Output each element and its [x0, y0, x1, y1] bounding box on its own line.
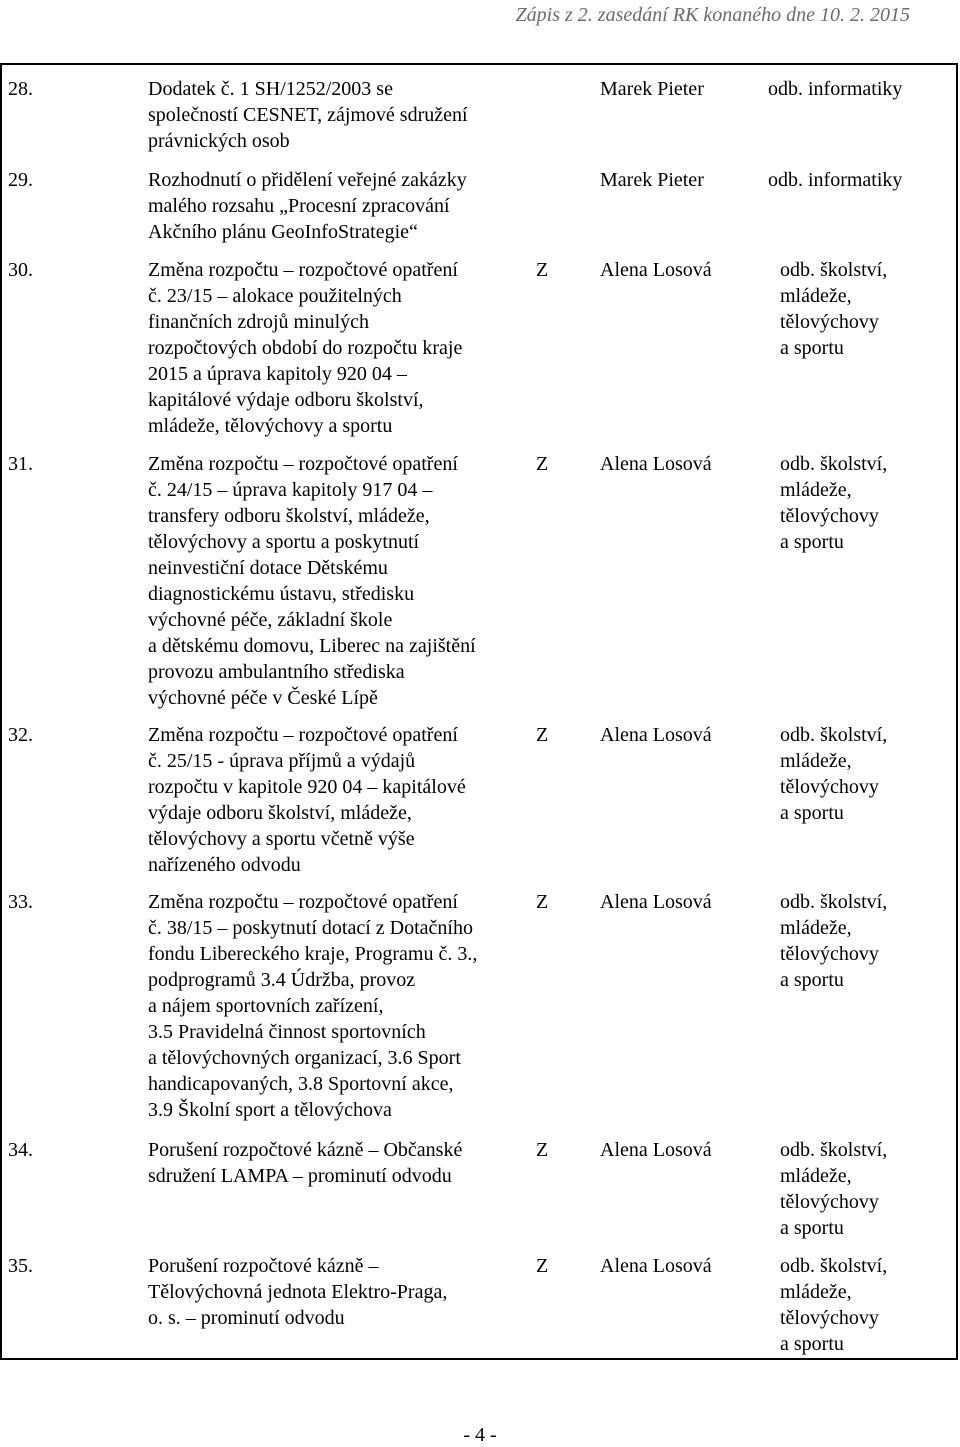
item-subject: [148, 722, 528, 878]
department-line: tělovýchovy: [780, 1307, 879, 1329]
subject-line: provozu ambulantního střediska: [148, 661, 405, 683]
item-number: 34.: [8, 1139, 33, 1161]
item-flag: Z: [536, 259, 549, 281]
subject-line: Změna rozpočtu – rozpočtové opatření: [148, 891, 458, 913]
subject-line: transfery odboru školství, mládeže,: [148, 505, 430, 527]
department-line: tělovýchovy: [780, 776, 879, 798]
department-line: a sportu: [780, 802, 844, 824]
department-line: a sportu: [780, 1333, 844, 1355]
subject-line: Rozhodnutí o přidělení veřejné zakázky: [148, 169, 467, 191]
subject-line: rozpočtových období do rozpočtu kraje: [148, 337, 463, 359]
item-department: [780, 722, 950, 826]
department-line: a sportu: [780, 531, 844, 553]
subject-line: právnických osob: [148, 130, 290, 152]
item-number: 32.: [8, 724, 33, 746]
department-line: tělovýchovy: [780, 505, 879, 527]
department-line: odb. školství,: [780, 724, 888, 746]
subject-line: a dětskému domovu, Liberec na zajištění: [148, 635, 476, 657]
department-line: odb. školství,: [780, 1255, 888, 1277]
subject-line: handicapovaných, 3.8 Sportovní akce,: [148, 1073, 454, 1095]
subject-line: 3.9 Školní sport a tělovýchova: [148, 1099, 392, 1121]
item-subject: [148, 1253, 528, 1331]
item-department: [780, 451, 950, 555]
department-line: odb. informatiky: [768, 169, 903, 191]
subject-line: kapitálové výdaje odboru školství,: [148, 389, 424, 411]
subject-line: malého rozsahu „Procesní zpracování: [148, 195, 450, 217]
subject-line: podprogramů 3.4 Údržba, provoz: [148, 969, 416, 991]
subject-line: Akčního plánu GeoInfoStrategie“: [148, 221, 418, 243]
item-department: [768, 76, 958, 102]
item-reporter: Alena Losová: [600, 724, 712, 746]
item-reporter: Alena Losová: [600, 1139, 712, 1161]
subject-line: č. 24/15 – úprava kapitoly 917 04 –: [148, 479, 433, 501]
department-line: odb. školství,: [780, 1139, 888, 1161]
item-reporter: Alena Losová: [600, 1255, 712, 1277]
item-department: [780, 889, 950, 993]
subject-line: tělovýchovy a sportu a poskytnutí: [148, 531, 420, 553]
subject-line: fondu Libereckého kraje, Programu č. 3.,: [148, 943, 478, 965]
item-flag: Z: [536, 891, 549, 913]
subject-line: tělovýchovy a sportu včetně výše: [148, 828, 415, 850]
department-line: a sportu: [780, 969, 844, 991]
department-line: tělovýchovy: [780, 943, 879, 965]
department-line: mládeže,: [780, 285, 852, 307]
subject-line: neinvestiční dotace Dětskému: [148, 557, 388, 579]
item-flag: Z: [536, 1139, 549, 1161]
item-number: 33.: [8, 891, 33, 913]
subject-line: 3.5 Pravidelná činnost sportovních: [148, 1021, 426, 1043]
department-line: odb. školství,: [780, 891, 888, 913]
item-number: 28.: [8, 78, 33, 100]
item-department: [780, 257, 950, 361]
item-subject: [148, 76, 528, 154]
item-reporter: Alena Losová: [600, 891, 712, 913]
subject-line: sdružení LAMPA – prominutí odvodu: [148, 1165, 452, 1187]
item-number: 31.: [8, 453, 33, 475]
item-flag: Z: [536, 724, 549, 746]
item-department: [780, 1253, 950, 1357]
item-subject: [148, 1137, 528, 1189]
item-reporter: Marek Pieter: [600, 169, 704, 191]
item-reporter: Marek Pieter: [600, 78, 704, 100]
subject-line: Změna rozpočtu – rozpočtové opatření: [148, 453, 458, 475]
subject-line: Porušení rozpočtové kázně –: [148, 1255, 379, 1277]
subject-line: 2015 a úprava kapitoly 920 04 –: [148, 363, 407, 385]
item-flag: Z: [536, 1255, 549, 1277]
subject-line: nařízeného odvodu: [148, 854, 301, 876]
item-number: 30.: [8, 259, 33, 281]
item-subject: [148, 451, 528, 711]
subject-line: o. s. – prominutí odvodu: [148, 1307, 345, 1329]
item-number: 35.: [8, 1255, 33, 1277]
subject-line: výdaje odboru školství, mládeže,: [148, 802, 412, 824]
subject-line: výchovné péče, základní škole: [148, 609, 393, 631]
subject-line: finančních zdrojů minulých: [148, 311, 370, 333]
item-number: 29.: [8, 169, 33, 191]
subject-line: č. 23/15 – alokace použitelných: [148, 285, 402, 307]
item-subject: [148, 257, 528, 439]
item-reporter: Alena Losová: [600, 259, 712, 281]
subject-line: a tělovýchovných organizací, 3.6 Sport: [148, 1047, 461, 1069]
department-line: a sportu: [780, 337, 844, 359]
department-line: mládeže,: [780, 1165, 852, 1187]
subject-line: mládeže, tělovýchovy a sportu: [148, 415, 393, 437]
department-line: tělovýchovy: [780, 1191, 879, 1213]
item-reporter: Alena Losová: [600, 453, 712, 475]
subject-line: Porušení rozpočtové kázně – Občanské: [148, 1139, 463, 1161]
subject-line: rozpočtu v kapitole 920 04 – kapitálové: [148, 776, 466, 798]
subject-line: a nájem sportovních zařízení,: [148, 995, 384, 1017]
item-department: [780, 1137, 950, 1241]
department-line: odb. informatiky: [768, 78, 903, 100]
department-line: mládeže,: [780, 917, 852, 939]
subject-line: Tělovýchovná jednota Elektro-Praga,: [148, 1281, 448, 1303]
subject-line: výchovné péče v České Lípě: [148, 687, 378, 709]
item-flag: Z: [536, 453, 549, 475]
department-line: tělovýchovy: [780, 311, 879, 333]
subject-line: Změna rozpočtu – rozpočtové opatření: [148, 724, 458, 746]
department-line: odb. školství,: [780, 453, 888, 475]
subject-line: Dodatek č. 1 SH/1252/2003 se: [148, 78, 393, 100]
subject-line: č. 25/15 - úprava příjmů a výdajů: [148, 750, 416, 772]
department-line: mládeže,: [780, 479, 852, 501]
subject-line: Změna rozpočtu – rozpočtové opatření: [148, 259, 458, 281]
subject-line: společností CESNET, zájmové sdružení: [148, 104, 468, 126]
document-header: Zápis z 2. zasedání RK konaného dne 10. 2. 2015: [515, 4, 910, 26]
subject-line: diagnostickému ústavu, středisku: [148, 583, 415, 605]
page-number: - 4 -: [463, 1424, 497, 1446]
department-line: odb. školství,: [780, 259, 888, 281]
item-subject: [148, 889, 528, 1123]
department-line: mládeže,: [780, 750, 852, 772]
item-department: [768, 167, 958, 193]
department-line: mládeže,: [780, 1281, 852, 1303]
item-subject: [148, 167, 528, 245]
department-line: a sportu: [780, 1217, 844, 1239]
subject-line: č. 38/15 – poskytnutí dotací z Dotačního: [148, 917, 473, 939]
